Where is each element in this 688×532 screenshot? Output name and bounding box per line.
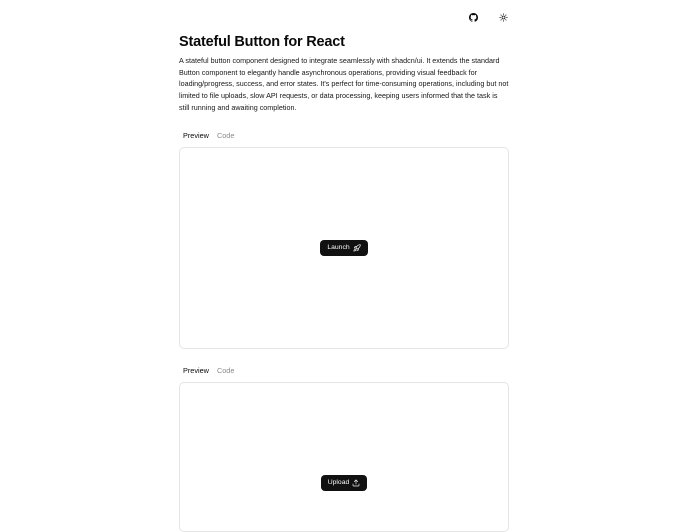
theme-toggle-button[interactable] [494,8,512,26]
main-content [179,34,509,532]
top-toolbar [464,8,512,26]
tab-code[interactable]: Code [216,131,235,141]
tab-preview[interactable]: Preview [183,131,209,141]
sun-icon [499,13,508,22]
example-tabs [179,128,509,144]
preview-panel [179,382,509,532]
upload-icon [352,479,360,487]
tab-code[interactable]: Code [216,366,235,376]
github-icon [469,13,478,22]
example-tabs [179,363,509,379]
launch-button[interactable] [320,240,367,256]
upload-button[interactable] [321,475,368,491]
launch-button-label: Launch [327,244,350,252]
rocket-icon [353,244,361,252]
tab-preview[interactable]: Preview [183,366,209,376]
preview-panel [179,147,509,349]
github-link-button[interactable] [464,8,482,26]
page-title: Stateful Button for React [179,34,345,50]
upload-button-label: Upload [327,479,350,487]
page-description: A stateful button component designed to integrate seamlessly with shadcn/ui. It extends the standard Button component to elegantly handle asynchronous operations, providing visual feedback for loading/progress, success, and error states. It's perfect for time-consuming operations, including but not limited to file uploads, slow API requests, or data processing, keeping users informed that the task is still running and awaiting completion. [179,56,509,112]
